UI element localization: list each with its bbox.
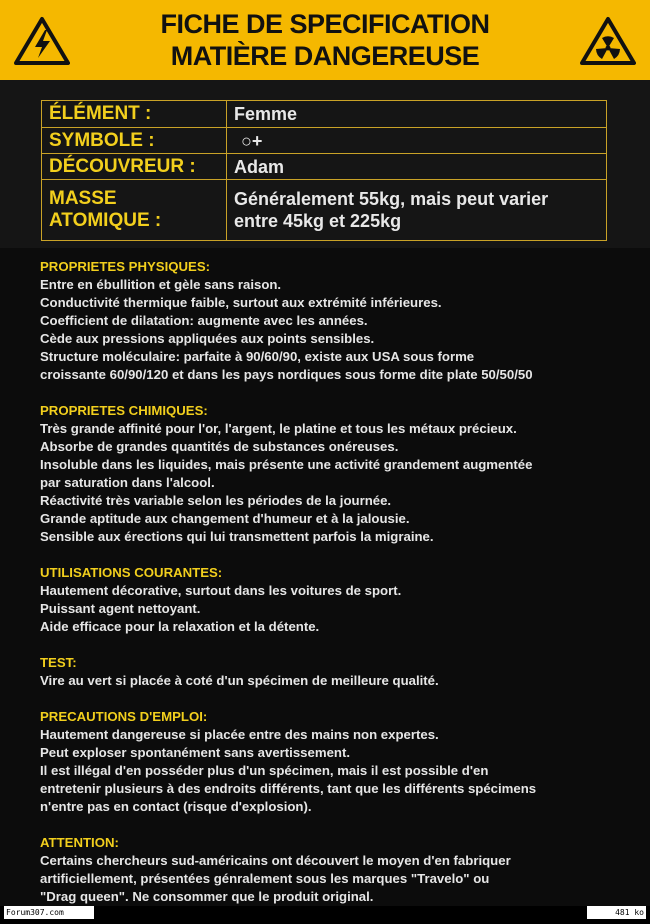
section-line: "Drag queen". Ne consommer que le produit original.: [40, 889, 374, 904]
section-line: par saturation dans l'alcool.: [40, 475, 215, 490]
atomic-mass-key: [42, 180, 227, 241]
section-line: Coefficient de dilatation: augmente avec les années.: [40, 313, 368, 328]
section-heading: UTILISATIONS COURANTES:: [40, 565, 223, 580]
section-line: Peut exploser spontanément sans avertissement.: [40, 745, 351, 760]
section-line: Hautement dangereuse si placée entre des mains non expertes.: [40, 727, 439, 742]
section-line: Entre en ébullition et gèle sans raison.: [40, 277, 282, 292]
discoverer-key: DÉCOUVREUR :: [42, 154, 227, 180]
section-line: Sensible aux érections qui lui transmettent parfois la migraine.: [40, 529, 434, 544]
section-line: Aide efficace pour la relaxation et la détente.: [40, 619, 320, 634]
symbol-value: ○+: [227, 128, 607, 154]
section-line: Vire au vert si placée à coté d'un spécimen de meilleure qualité.: [40, 673, 439, 688]
section-line: Cède aux pressions appliquées aux points sensibles.: [40, 331, 375, 346]
section-heading: PRECAUTIONS D'EMPLOI:: [40, 709, 208, 724]
section-0: [40, 258, 640, 384]
section-line: Réactivité très variable selon les périodes de la journée.: [40, 493, 392, 508]
section-2: [40, 564, 640, 636]
high-voltage-warning-icon: [14, 16, 70, 66]
title-line-1: FICHE DE SPECIFICATION: [160, 9, 490, 39]
image-footer: [0, 906, 650, 919]
table-row: [42, 101, 607, 128]
section-heading: PROPRIETES PHYSIQUES:: [40, 259, 211, 274]
section-line: Puissant agent nettoyant.: [40, 601, 201, 616]
file-size: 481 ko: [587, 906, 646, 919]
section-line: Grande aptitude aux changement d'humeur et à la jalousie.: [40, 511, 410, 526]
section-heading: PROPRIETES CHIMIQUES:: [40, 403, 208, 418]
element-value: Femme: [227, 101, 607, 128]
radioactive-warning-icon: [580, 16, 636, 66]
table-row: [42, 180, 607, 241]
section-line: Certains chercheurs sud-américains ont découvert le moyen d'en fabriquer: [40, 853, 511, 868]
section-line: Très grande affinité pour l'or, l'argent, le platine et tous les métaux précieux.: [40, 421, 517, 436]
section-line: Absorbe de grandes quantités de substances onéreuses.: [40, 439, 399, 454]
section-line: Il est illégal d'en posséder plus d'un spécimen, mais il est possible d'en: [40, 763, 489, 778]
section-line: croissante 60/90/120 et dans les pays nordiques sous forme dite plate 50/50/50: [40, 367, 533, 382]
section-line: entretenir plusieurs à des endroits différents, tant que les différents spécimens: [40, 781, 537, 796]
table-row: [42, 128, 607, 154]
title-line-2: MATIÈRE DANGEREUSE: [170, 41, 480, 71]
section-heading: ATTENTION:: [40, 835, 119, 850]
title-banner: [0, 0, 650, 80]
spec-sections: [40, 258, 640, 924]
section-line: Structure moléculaire: parfaite à 90/60/90, existe aux USA sous forme: [40, 349, 475, 364]
discoverer-value: Adam: [227, 154, 607, 180]
section-line: Hautement décorative, surtout dans les voitures de sport.: [40, 583, 402, 598]
page-title: [160, 8, 489, 72]
section-4: [40, 708, 640, 816]
spec-table-area: [0, 80, 650, 248]
site-watermark: Forum307.com: [4, 906, 94, 919]
section-1: [40, 402, 640, 546]
symbol-key: SYMBOLE :: [42, 128, 227, 154]
section-3: [40, 654, 640, 690]
section-line: artificiellement, présentées génralement sous les marques "Travelo" ou: [40, 871, 490, 886]
section-line: Insoluble dans les liquides, mais présente une activité grandement augmentée: [40, 457, 533, 472]
atomic-mass-value-line-2: entre 45kg et 225kg: [234, 211, 402, 231]
section-heading: TEST:: [40, 655, 77, 670]
atomic-mass-key-line-2: ATOMIQUE :: [49, 210, 162, 231]
element-key: ÉLÉMENT :: [42, 101, 227, 128]
table-row: [42, 154, 607, 180]
atomic-mass-value: [227, 180, 607, 241]
section-line: Conductivité thermique faible, surtout aux extrémité inférieures.: [40, 295, 442, 310]
atomic-mass-key-line-1: MASSE: [49, 188, 117, 209]
section-5: [40, 834, 640, 906]
spec-table: [41, 100, 607, 241]
section-line: n'entre pas en contact (risque d'explosion).: [40, 799, 312, 814]
atomic-mass-value-line-1: Généralement 55kg, mais peut varier: [234, 189, 549, 209]
